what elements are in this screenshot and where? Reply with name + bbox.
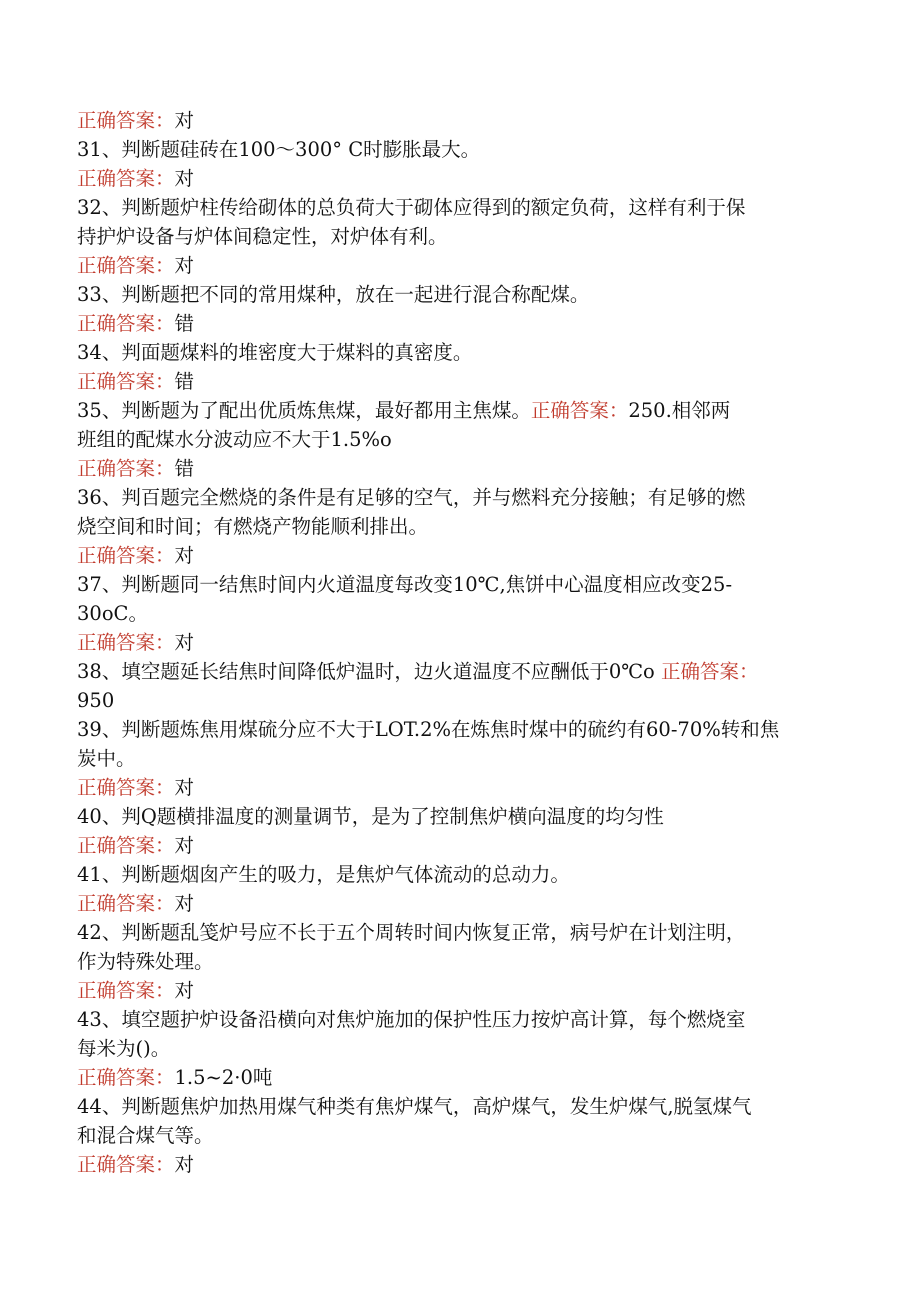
answer-value: 错 [174,370,195,393]
answer-line [77,628,847,657]
question-line: 44、判断题焦炉加热用煤气种类有焦炉煤气，高炉煤气，发生炉煤气,脱氢煤气 [77,1095,752,1118]
answer-line [77,164,847,193]
question-line: 30oC。 [77,602,148,625]
answer-value: 对 [174,834,195,857]
answer-value: 对 [174,254,195,277]
answer-line [77,454,847,483]
answer-line [77,889,847,918]
question-line: 34、判面题煤料的堆密度大于煤料的真密度。 [77,341,473,364]
answer-label: 正确答案： [77,892,175,915]
answer-line [77,976,847,1005]
question-line: 持护炉设备与炉体间稳定性，对炉体有利。 [77,225,448,248]
answer-line [77,773,847,802]
answer-line [77,1150,847,1179]
question-line: 43、填空题护炉设备沿横向对焦炉施加的保护性压力按炉高计算，每个燃烧室 [77,1008,746,1031]
answer-label: 正确答案： [77,167,175,190]
answer-value: 对 [174,167,195,190]
answer-label: 正确答案： [77,109,175,132]
answer-label: 正确答案： [77,544,175,567]
answer-line [77,831,847,860]
answer-line [77,251,847,280]
question-line: 39、判断题炼焦用煤硫分应不大于LOT.2%在炼焦时煤中的硫约有60-70%转和焦 [77,718,780,741]
question-line: 32、判断题炉柱传给砌体的总负荷大于砌体应得到的额定负荷，这样有利于保 [77,196,746,219]
question-line: 37、判断题同一结焦时间内火道温度每改变10℃,焦饼中心温度相应改变25- [77,573,733,596]
answer-value: 对 [174,979,195,1002]
answer-label: 正确答案： [530,399,629,422]
question-line: 31、判断题硅砖在100～300° C时膨胀最大。 [77,138,481,161]
question-line: 和混合煤气等。 [77,1124,214,1147]
answer-value: 对 [174,631,195,654]
answer-value: 错 [174,312,195,335]
answer-line [77,309,847,338]
answer-line [77,541,847,570]
answer-label: 正确答案： [77,631,175,654]
answer-value: 1.5~2·0吨 [174,1066,273,1089]
question-line: 42、判断题乱笺炉号应不长于五个周转时间内恢复正常，病号炉在计划注明， [77,921,746,944]
question-line [77,657,847,686]
question-line: 36、判百题完全燃烧的条件是有足够的空气，并与燃料充分接触；有足够的燃 [77,486,746,509]
answer-value: 对 [174,109,195,132]
answer-value: 对 [174,1153,195,1176]
answer-label: 正确答案： [77,254,175,277]
question-line: 炭中。 [77,747,136,770]
question-line: 41、判断题烟囱产生的吸力，是焦炉气体流动的总动力。 [77,863,570,886]
answer-value: 250.相邻两 [628,399,731,422]
answer-line [77,367,847,396]
question-line: 班组的配煤水分波动应不大于1.5%o [77,428,392,451]
answer-line [77,1063,847,1092]
question-line: 950 [77,689,115,712]
answer-line [77,106,847,135]
question-line: 作为特殊处理。 [77,950,214,973]
answer-value: 错 [174,457,195,480]
question-list [77,106,847,1179]
answer-label: 正确答案： [77,979,175,1002]
question-text: 35、判断题为了配出优质炼焦煤，最好都用主焦煤。 [77,399,531,422]
answer-label: 正确答案： [77,370,175,393]
answer-label: 正确答案： [660,660,759,683]
question-line: 40、判Q题横排温度的测量调节，是为了控制焦炉横向温度的均匀性 [77,805,664,828]
answer-label: 正确答案： [77,776,175,799]
question-line: 烧空间和时间；有燃烧产物能顺利排出。 [77,515,429,538]
answer-label: 正确答案： [77,1153,175,1176]
question-line: 每米为()。 [77,1037,171,1060]
question-text: 38、填空题延长结焦时间降低炉温时，边火道温度不应酬低于0℃o [77,660,661,683]
question-line [77,396,847,425]
answer-label: 正确答案： [77,1066,175,1089]
answer-value: 对 [174,544,195,567]
question-line: 33、判断题把不同的常用煤种，放在一起进行混合称配煤。 [77,283,590,306]
answer-label: 正确答案： [77,834,175,857]
answer-value: 对 [174,892,195,915]
answer-value: 对 [174,776,195,799]
answer-label: 正确答案： [77,312,175,335]
answer-label: 正确答案： [77,457,175,480]
